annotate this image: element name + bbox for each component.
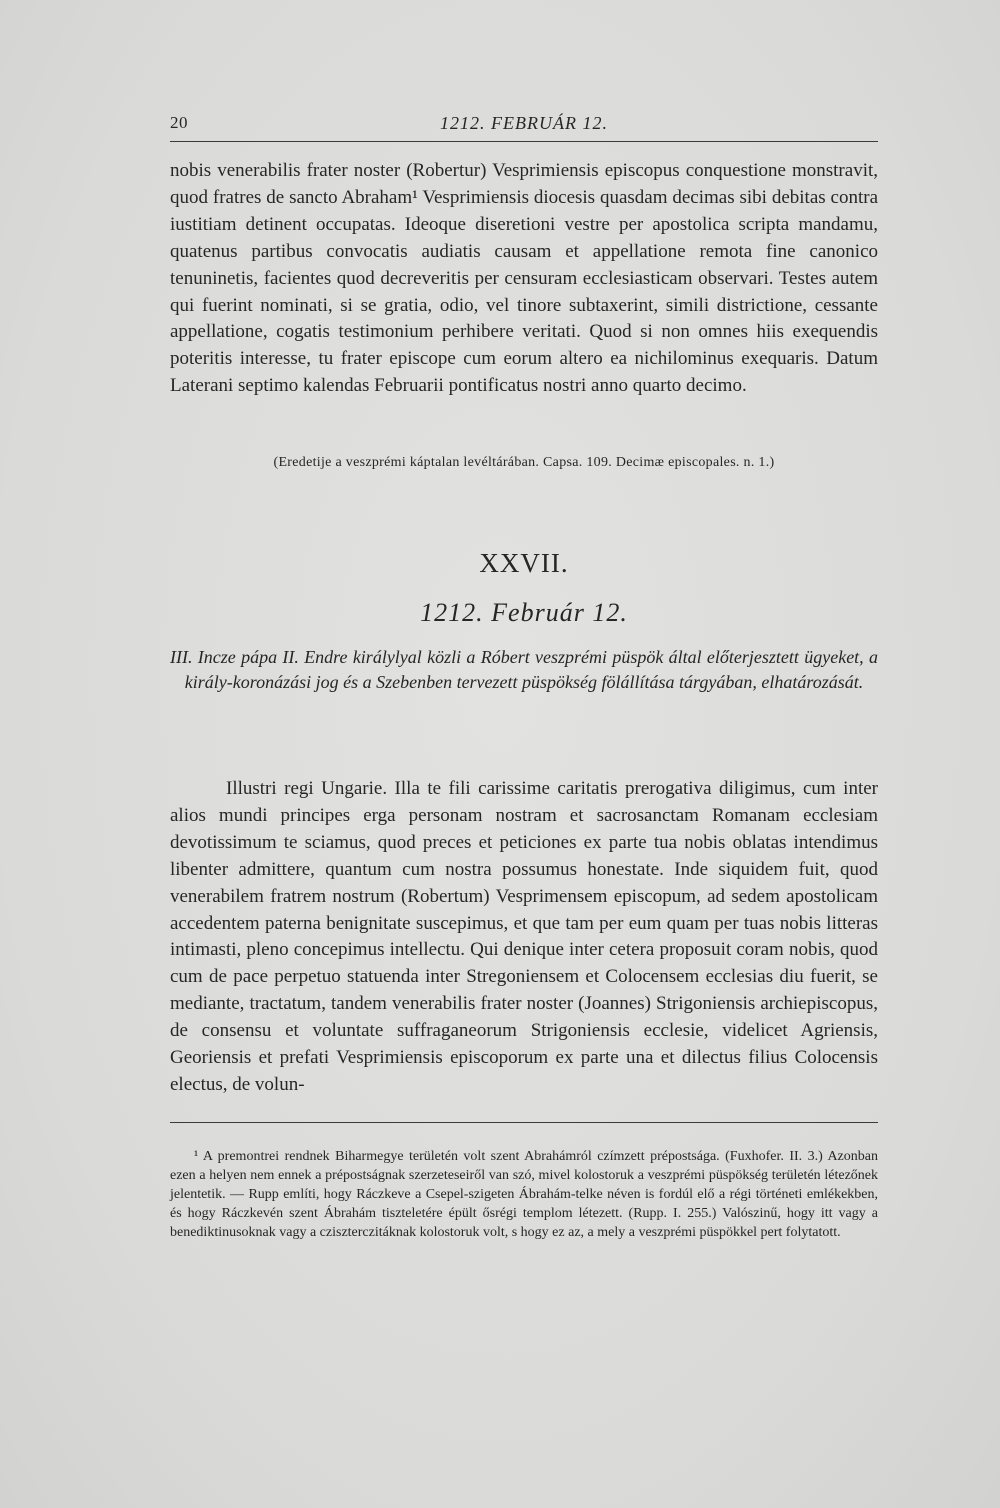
footnote-divider <box>170 1122 878 1123</box>
source-note: (Eredetije a veszprémi káptalan levéltárában. Capsa. 109. Decimæ episcopales. n. 1.) <box>273 455 775 470</box>
page-header <box>170 113 878 142</box>
document-body: Illustri regi Ungarie. Illa te fili carissime caritatis prerogativa diligimus, cum inter alios mundi principes erga personam nostram et sacrosanctam Romanam ecclesiam devotissimum te sciamus, quod preces et peticiones ex parte tua nobis oblatas intendimus libenter admittere, quantum cum nostra possumus honestate. Inde siquidem fuit, quod venerabilem fratrem nostrum (Robertum) Vesprimensem episcopum, ad sedem apostolicam accedentem paterna benignitate suscepimus, et que tam per eum quam per tuas nobis litteras intimasti, pleno concepimus intellectu. Qui denique inter cetera proposuit coram nobis, quod cum de pace perpetuo statuenda inter Stregoniensem et Colocensem ecclesias diu fuerit, se mediante, tractatum, tandem venerabilis frater noster (Joannes) Strigoniensis archiepiscopus, de consensu et voluntate suffraganeorum Strigoniensis ecclesie, videlicet Agriensis, Georiensis et prefati Vesprimiensis episcoporum ex parte una et dilectus filius Colocensis electus, de volun- <box>170 778 878 1095</box>
running-head: 1212. FEBRUÁR 12. <box>440 113 608 133</box>
footnote: ¹ A premontrei rendnek Biharmegye területén volt szent Abrahámról czímzett prépostsága. (Fuxhofer. II. 3.) Azonban ezen a helyen nem ennek a prépostságnak szerzeteseiről van szó, mivel kolostoruk a veszprémi püspökség területén létezőnek jelentetik. — Rupp említi, hogy Ráczkeve a Csepel-szigeten Ábrahám-telke néven is fordúl elő a régi történeti emlékekben, és hogy Ráczkevén szent Ábrahám tiszteletére épült ősrégi templom létezett. (Rupp. I. 255.) Valószinű, hogy itt vagy a benediktinusoknak vagy a cziszterczitáknak kolostoruk volt, s hogy ez az, a mely a veszprémi püspökkel pert folytatott. <box>170 1149 878 1240</box>
previous-document-body: nobis venerabilis frater noster (Robertur) Vesprimiensis episcopus conquestione monstravit, quod fratres de sancto Abraham¹ Vesprimiensis diocesis quasdam decimas sibi debitas contra iustitiam detinent occupatas. Ideoque diseretioni vestre per apostolica scripta mandamu, quatenus partibus convocatis audiatis causam et appellatione remota fine canonico tenuninetis, facientes quod decreveritis per censuram ecclesiasticam observari. Testes autem qui fuerint nominati, si se gratia, odio, vel tinore subtaxerint, simili districtione, cessante appellatione, cogatis testimonium perhibere veritati. Quod si non omnes hiis exequendis poteritis interesse, tu frater episcope cum eorum altero ea nichilominus exequaris. Datum Laterani septimo kalendas Februarii pontificatus nostri anno quarto decimo. <box>170 160 878 397</box>
page-number: 20 <box>170 113 188 132</box>
document-date: 1212. Február 12. <box>420 598 628 627</box>
document-summary: III. Incze pápa II. Endre királylyal közli a Róbert veszprémi püspök által előterjesztett ügyeket, a király-koronázási jog és a Szebenben tervezett püspökség fölállítása tárgyában, elhatározását. <box>170 647 878 692</box>
document-number: XXVII. <box>479 548 569 578</box>
